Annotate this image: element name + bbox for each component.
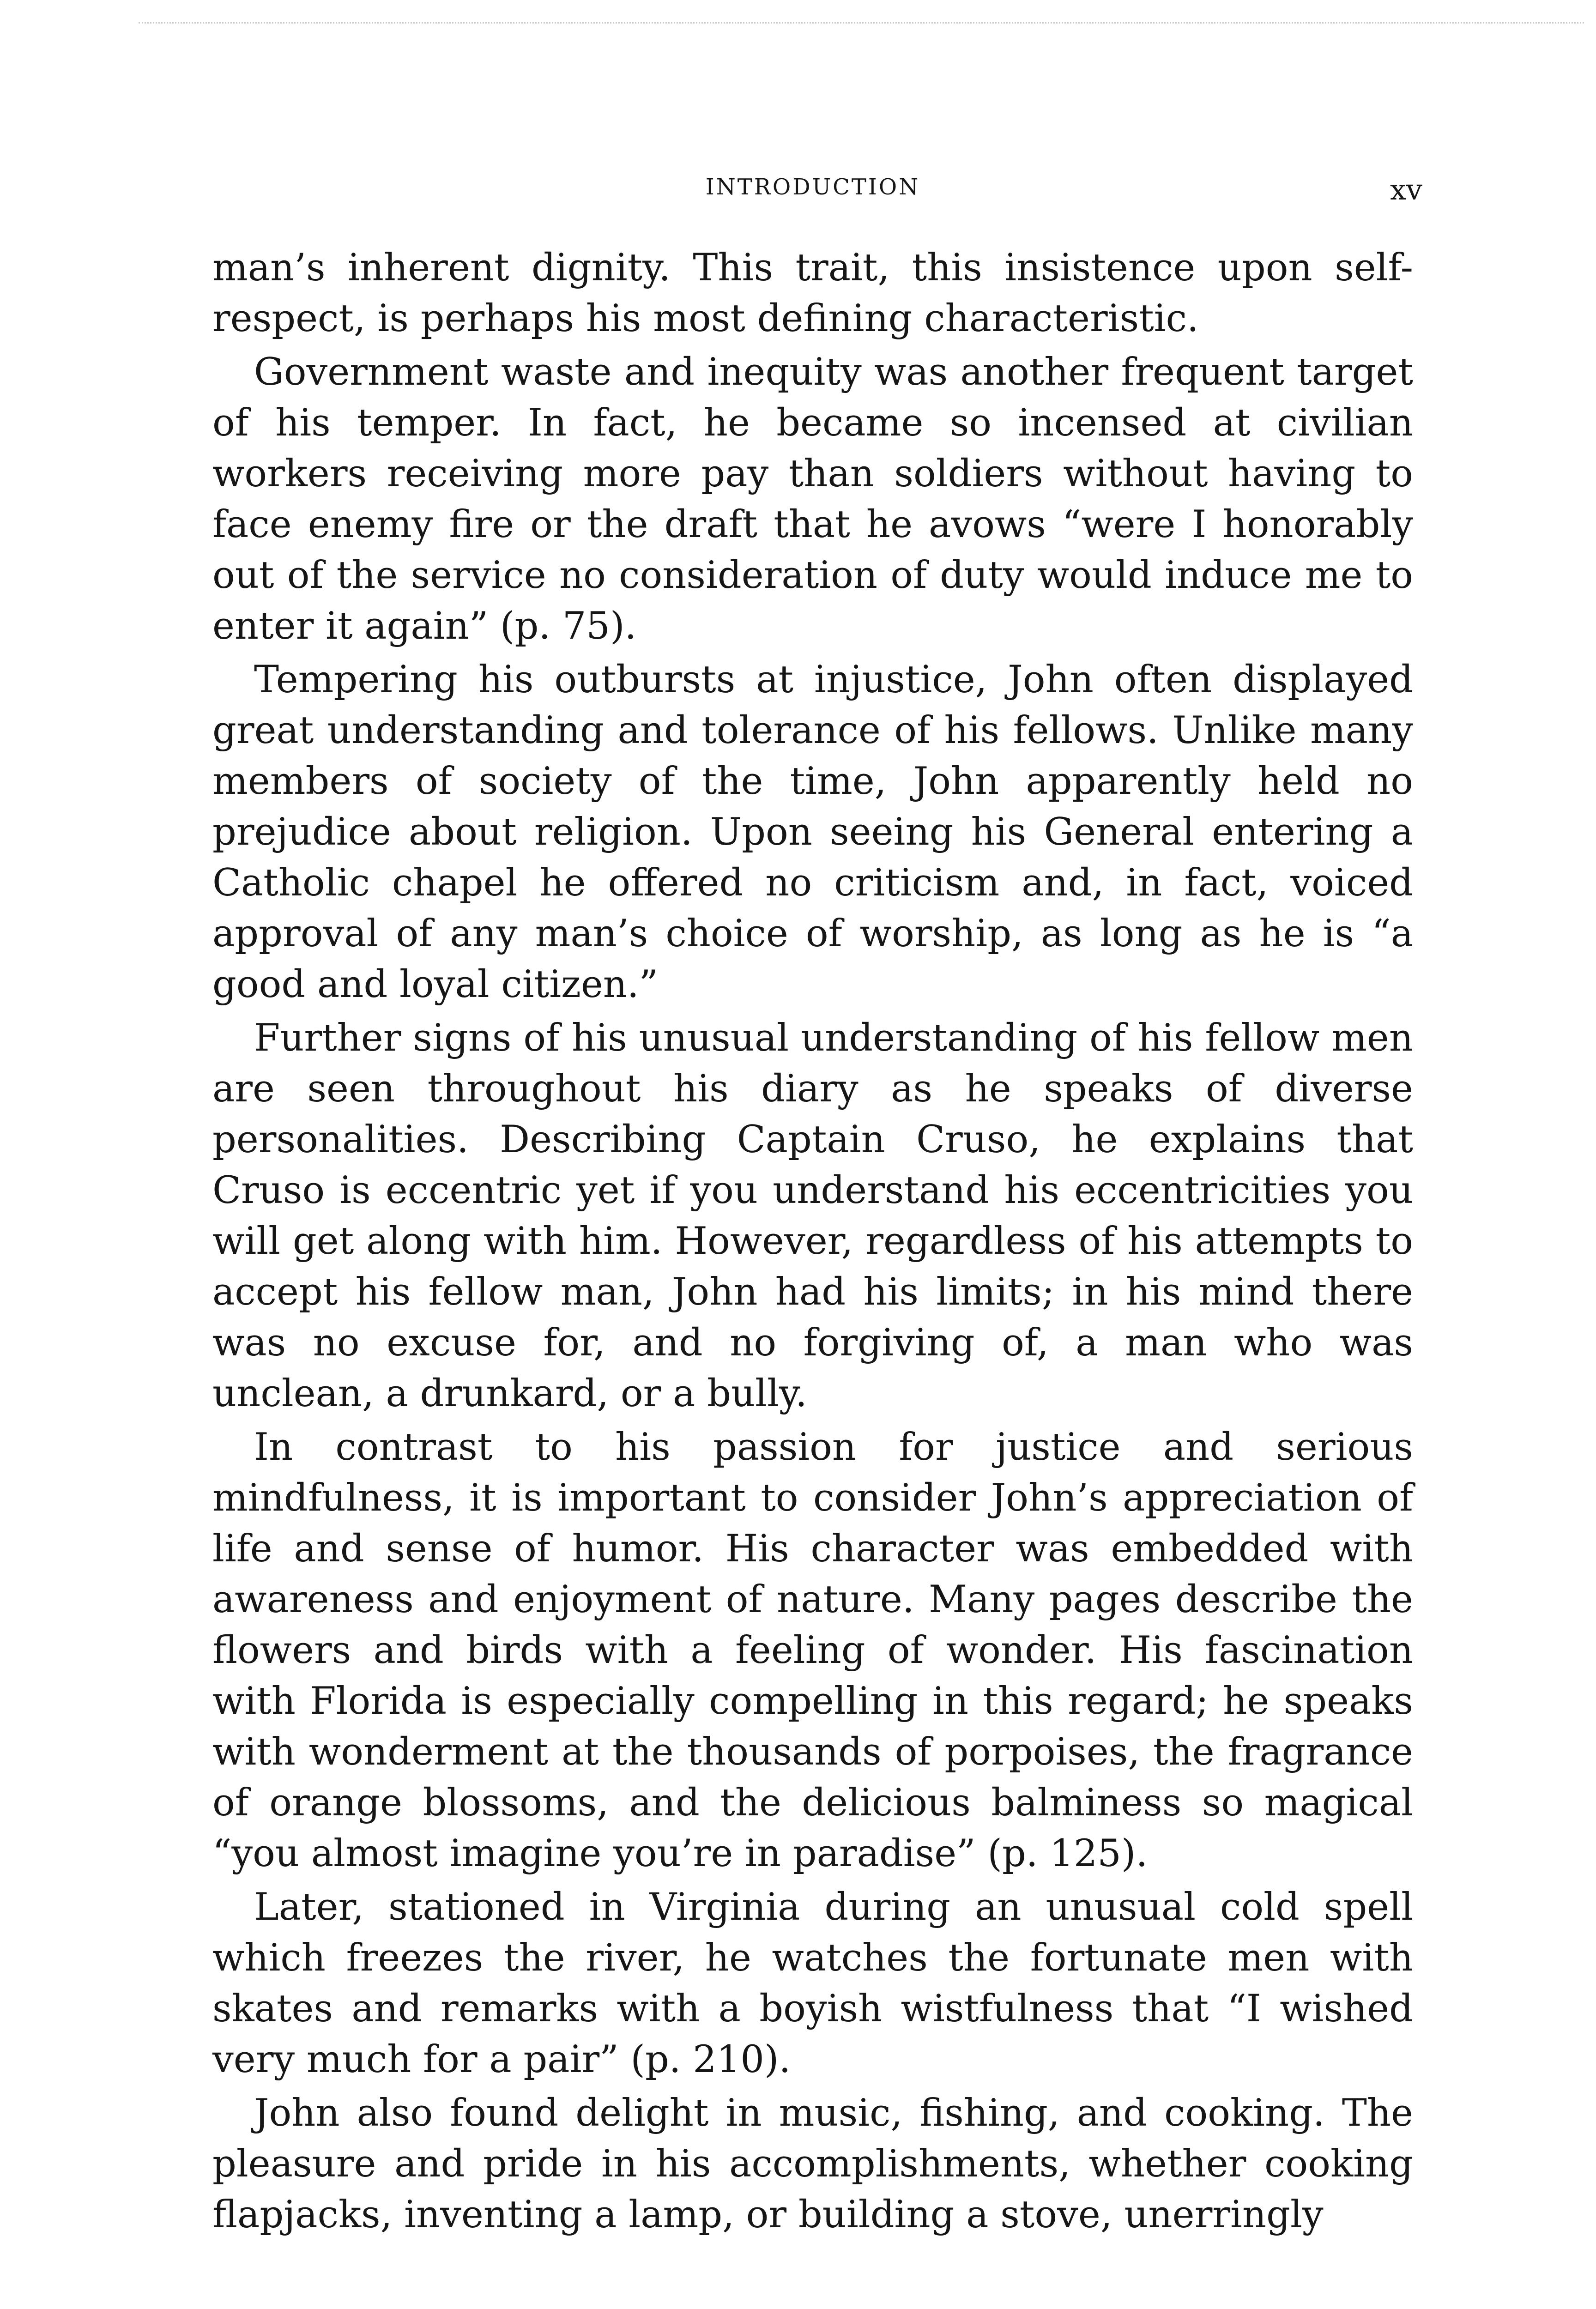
page-header (212, 166, 1422, 208)
scan-top-edge (139, 22, 1584, 24)
paragraph-continued: man’s inherent dignity. This trait, this insistence upon self-respect, is perhaps his most defining characteristic. (212, 246, 1413, 340)
page-number: xv (1390, 173, 1422, 206)
paragraph-tolerance: Tempering his outbursts at injustice, John often displayed great understanding and tolerance of his fellows. Unlike many members of society of the time, John apparently held no prejudice about religion. Upon seeing his General entering a Catholic chapel he offered no criticism and, in fact, voiced approval of any man’s choice of worship, as long as he is “a good and loyal citizen.” (212, 658, 1413, 1006)
paragraph-delight: John also found delight in music, fishing, and cooking. The pleasure and pride in his accomplishments, whether cooking flapjacks, inventing a lamp, or building a stove, unerringly (212, 2091, 1413, 2236)
running-head: INTRODUCTION (705, 174, 920, 200)
paragraph-understanding: Further signs of his unusual understanding of his fellow men are seen throughout his diary as he speaks of diverse personalities. Describing Captain Cruso, he explains that Cruso is eccentric yet if you understand his eccentricities you will get along with him. However, regardless of his attempts to accept his fellow man, John had his limits; in his mind there was no excuse for, and no forgiving of, a man who was unclean, a drunkard, or a bully. (212, 1016, 1413, 1415)
body-text (212, 242, 1413, 2243)
paragraph-government-waste: Government waste and inequity was another frequent target of his temper. In fact, he became so incensed at civilian workers receiving more pay than soldiers without having to face enemy fire or the draft that he avows “were I honorably out of the service no consideration of duty would induce me to enter it again” (p. 75). (212, 351, 1413, 648)
paragraph-virginia: Later, stationed in Virginia during an unusual cold spell which freezes the river, he watches the fortunate men with skates and remarks with a boyish wistfulness that “I wished very much for a pair” (p. 210). (212, 1886, 1413, 2081)
paragraph-humor-nature: In contrast to his passion for justice and serious mindfulness, it is important to consider John’s appreciation of life and sense of humor. His character was embedded with awareness and enjoyment of nature. Many pages describe the flowers and birds with a feeling of wonder. His fascination with Florida is especially compelling in this regard; he speaks with wonderment at the thousands of porpoises, the fragrance of orange blossoms, and the delicious balminess so magical “you almost imagine you’re in paradise” (p. 125). (212, 1426, 1413, 1875)
